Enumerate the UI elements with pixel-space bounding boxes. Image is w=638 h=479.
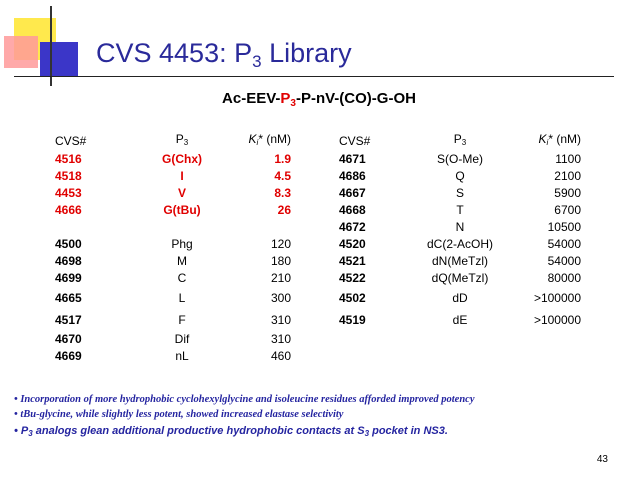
cvs-cell: 4520 (339, 237, 366, 251)
table-row (55, 202, 581, 219)
ki-cell: 2100 (554, 169, 581, 183)
cvs-cell: 4672 (339, 220, 366, 234)
cvs-cell: 4518 (55, 169, 82, 183)
cvs-cell: 4669 (55, 349, 82, 363)
p3-cell: dQ(MeTzl) (431, 271, 489, 285)
ki-cell: 1100 (555, 152, 581, 166)
table-row (55, 309, 581, 331)
title-underline (14, 76, 614, 77)
header-ki-left: $K_i*$ (nM) (248, 132, 291, 147)
p3-cell: Phg (171, 237, 193, 251)
p3-cell: dE (452, 313, 468, 327)
table-row (55, 168, 581, 185)
p3-cell: V (177, 186, 186, 200)
cvs-cell: 4665 (55, 291, 82, 305)
ki-cell: 4.5 (274, 169, 291, 183)
table-row (55, 236, 581, 253)
ki-cell: 120 (270, 237, 291, 251)
ki-cell (225, 219, 291, 236)
cvs-cell: 4521 (339, 254, 366, 268)
cvs-cell: 4686 (339, 169, 366, 183)
table-row (55, 151, 581, 168)
p3-cell (405, 348, 515, 365)
p3-cell: Dif (174, 332, 190, 346)
header-cvs-right: CVS# (339, 133, 371, 148)
cvs-cell: 4671 (339, 152, 366, 166)
ki-cell: 5900 (554, 186, 581, 200)
p3-cell: T (456, 203, 464, 217)
ki-cell (515, 348, 581, 365)
table-row (55, 331, 581, 348)
p3-cell: I (180, 169, 184, 183)
ki-cell (515, 331, 581, 348)
table-row (55, 348, 581, 365)
p3-cell: nL (175, 349, 189, 363)
p3-cell: S (455, 186, 464, 200)
p3-cell: G(tBu) (163, 203, 201, 217)
p3-cell (405, 331, 515, 348)
p3-cell: dC(2-AcOH) (426, 237, 493, 251)
table-row (55, 185, 581, 202)
ki-cell: 54000 (547, 237, 581, 251)
cvs-cell (339, 331, 405, 348)
bullet-1: • Incorporation of more hydrophobic cyclohexylglycine and isoleucine residues afforded improved potency (14, 394, 475, 405)
cvs-cell (55, 219, 139, 236)
cvs-cell: 4522 (339, 271, 366, 285)
cvs-cell (339, 348, 405, 365)
table-row (55, 253, 581, 270)
ki-cell: >100000 (533, 313, 581, 327)
p3-cell: C (177, 271, 187, 285)
p3-cell: N (455, 220, 465, 234)
cvs-cell: 4670 (55, 332, 82, 346)
ki-cell: 26 (277, 203, 291, 217)
header-p3-right: $P_3$ (453, 132, 467, 147)
p3-cell: G(Chx) (162, 152, 202, 166)
peptide-sequence: $Ac-EEV-P_3-P-nV-(CO)-G-OH$ (222, 90, 416, 109)
cvs-cell: 4517 (55, 313, 82, 327)
decor-vertical-line (50, 6, 52, 86)
ki-cell: >100000 (533, 291, 581, 305)
cvs-cell: 4667 (339, 186, 366, 200)
p3-cell: M (177, 254, 187, 268)
cvs-cell: 4668 (339, 203, 366, 217)
ki-cell: 460 (270, 349, 291, 363)
cvs-cell: 4516 (55, 152, 82, 166)
ki-cell: 180 (270, 254, 291, 268)
ki-cell: 80000 (547, 271, 581, 285)
p3-cell: dN(MeTzl) (432, 254, 488, 268)
cvs-cell: 4453 (55, 186, 82, 200)
p3-cell: S(O-Me) (437, 152, 483, 166)
cvs-cell: 4519 (339, 313, 366, 327)
ki-cell: 1.9 (274, 152, 291, 166)
cvs-cell: 4502 (339, 291, 366, 305)
ki-cell: 300 (270, 291, 291, 305)
ki-cell: 6700 (554, 203, 581, 217)
table-header-row (55, 131, 581, 151)
ki-cell: 54000 (547, 254, 581, 268)
page-number: 43 (596, 454, 608, 465)
bullet-list (14, 392, 475, 440)
p3-cell: L (178, 291, 186, 305)
p3-cell: F (178, 313, 186, 327)
ki-cell: 8.3 (274, 186, 291, 200)
decor-blue-square (40, 42, 78, 76)
table-row (55, 287, 581, 309)
ki-cell: 210 (270, 271, 291, 285)
p3-cell: Q (455, 169, 465, 183)
decor-red-square (4, 36, 38, 68)
header-p3-left: $P_3$ (175, 132, 189, 147)
bullet-2: • tBu-glycine, while slightly less potent, showed increased elastase selectivity (14, 409, 344, 420)
p3-cell (139, 219, 225, 236)
bullet-3: • $P_3$ analogs glean additional productive hydrophobic contacts at $S_3$ pocket in NS3. (14, 425, 448, 438)
cvs-cell: 4698 (55, 254, 82, 268)
p3-cell: dD (452, 291, 468, 305)
table-row (55, 270, 581, 287)
cvs-cell: 4699 (55, 271, 82, 285)
ki-cell: 10500 (547, 220, 581, 234)
header-cvs-left: CVS# (55, 133, 87, 148)
library-table (55, 131, 581, 365)
ki-cell: 310 (270, 313, 291, 327)
ki-cell: 310 (270, 332, 291, 346)
header-ki-right: $K_i*$ (nM) (538, 132, 581, 147)
cvs-cell: 4500 (55, 237, 82, 251)
cvs-cell: 4666 (55, 203, 82, 217)
table-row (55, 219, 581, 236)
slide-title: CVS 4453: $P_3$ Library (96, 38, 352, 71)
